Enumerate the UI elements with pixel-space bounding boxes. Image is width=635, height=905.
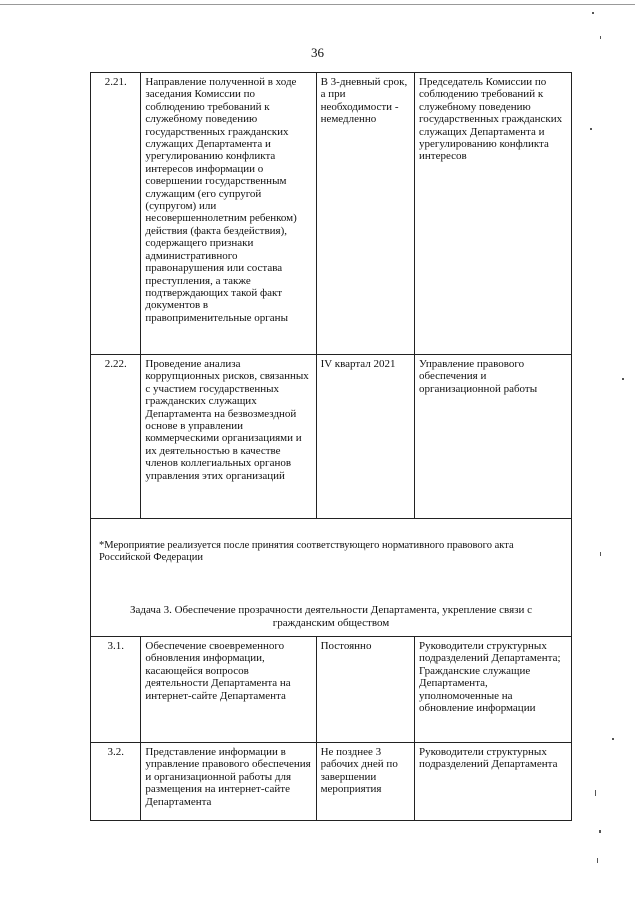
scan-speck <box>597 858 598 863</box>
page-number: 36 <box>311 45 324 60</box>
scan-speck <box>600 36 601 39</box>
scan-speck <box>599 830 601 833</box>
row-action: Обеспечение своевременного обновления информации, касающейся вопросов деятельности Департамента на интернет-сайте Департамента <box>141 637 316 743</box>
row-number: 2.22. <box>91 355 141 519</box>
task-heading: Задача 3. Обеспечение прозрачности деятельности Департамента, укрепление связи с гражданским обществом <box>129 604 533 629</box>
row-action: Проведение анализа коррупционных рисков, связанных с участием государственных гражданских служащих Департамента на безвозмездной основе в управлении коммерческими организациями и их деятельностью в качестве членов коллегиальных органов управления этих организаций <box>141 355 316 519</box>
row-term: Не позднее 3 рабочих дней по завершении мероприятия <box>316 743 414 821</box>
measures-table <box>90 72 572 821</box>
footnote: *Мероприятие реализуется после принятия соответствующего нормативного правового акта Российской Федерации <box>99 540 514 563</box>
row-responsible: Управление правового обеспечения и организационной работы <box>415 355 572 519</box>
note-cell <box>91 519 572 637</box>
row-action: Направление полученной в ходе заседания Комиссии по соблюдению требований к служебному поведению государственных гражданских служащих Департамента и урегулированию конфликта интересов информации о совершении государственным служащим (его супругой (супругом) или несовершеннолетним ребенком) действия (факта бездействия), содержащего признаки административного правонарушения или состава преступления, а также подтверждающих такой факт документов в правоприменительные органы <box>141 73 316 355</box>
scan-speck <box>612 738 614 740</box>
scan-speck <box>590 128 592 130</box>
scan-speck <box>595 790 596 796</box>
row-responsible: Руководители структурных подразделений Департамента <box>415 743 572 821</box>
row-action: Представление информации в управление правового обеспечения и организационной работы для размещения на интернет-сайте Департамента <box>141 743 316 821</box>
row-responsible: Руководители структурных подразделений Департамента; Гражданские служащие Департамента, уполномоченные на обновление информации <box>415 637 572 743</box>
row-number: 2.21. <box>91 73 141 355</box>
table-row <box>91 355 572 519</box>
row-term: В 3-дневный срок, а при необходимости - немедленно <box>316 73 414 355</box>
scan-speck <box>600 552 601 556</box>
row-responsible: Председатель Комиссии по соблюдению требований к служебному поведению государственных гражданских служащих Департамента и урегулированию конфликта интересов <box>415 73 572 355</box>
scan-top-edge <box>0 4 635 5</box>
row-term: IV квартал 2021 <box>316 355 414 519</box>
table-row <box>91 73 572 355</box>
scan-speck <box>622 378 624 380</box>
table-row <box>91 637 572 743</box>
scan-speck <box>592 12 594 14</box>
table-row <box>91 743 572 821</box>
row-number: 3.1. <box>91 637 141 743</box>
note-row <box>91 519 572 637</box>
row-number: 3.2. <box>91 743 141 821</box>
row-term: Постоянно <box>316 637 414 743</box>
